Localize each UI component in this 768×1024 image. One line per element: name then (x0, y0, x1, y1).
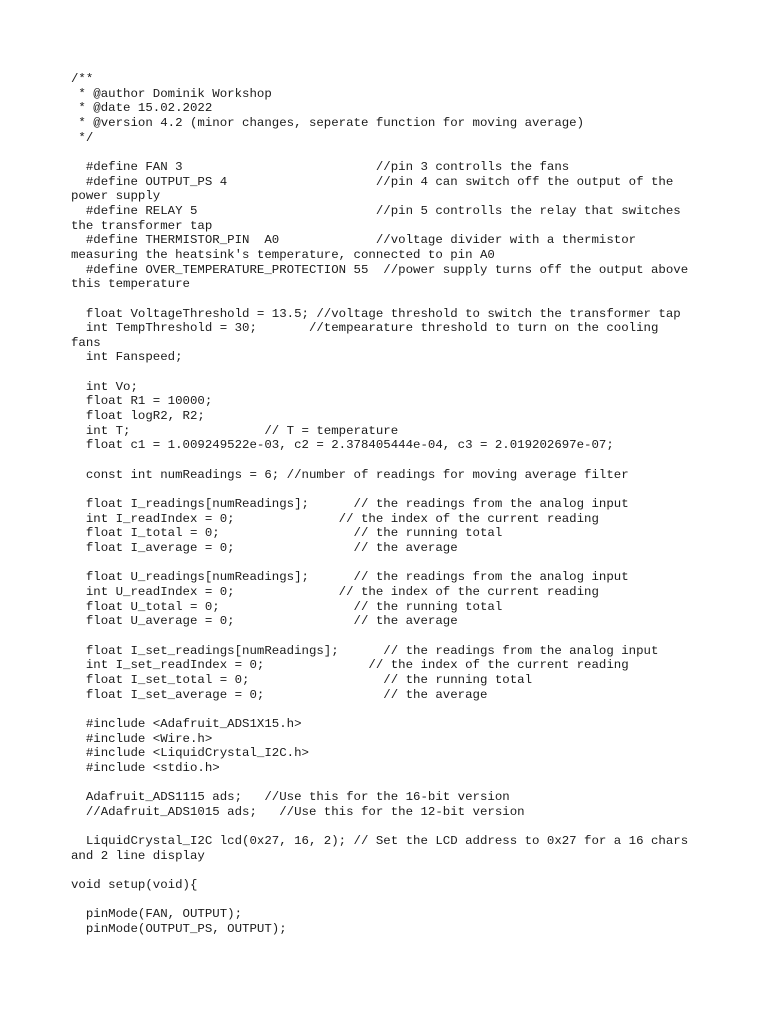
code-line: int Fanspeed; (71, 350, 183, 365)
code-line: and 2 line display (71, 848, 205, 863)
code-line: float U_average = 0; // the average (71, 614, 458, 629)
code-line: measuring the heatsink's temperature, connected to pin A0 (71, 247, 495, 262)
code-line: the transformer tap (71, 218, 213, 233)
code-line: power supply (71, 189, 161, 204)
code-line: * @date 15.02.2022 (71, 101, 213, 116)
code-line: float U_readings[numReadings]; // the readings from the analog input (71, 570, 629, 585)
code-line: int I_readIndex = 0; // the index of the current reading (71, 511, 599, 526)
code-line: void setup(void){ (71, 878, 198, 893)
code-line: int I_set_readIndex = 0; // the index of the current reading (71, 658, 629, 673)
code-line: float I_set_readings[numReadings]; // the readings from the analog input (71, 643, 659, 658)
code-line: float c1 = 1.009249522e-03, c2 = 2.378405444e-04, c3 = 2.019202697e-07; (71, 438, 614, 453)
code-line: float I_set_total = 0; // the running total (71, 672, 533, 687)
code-line: Adafruit_ADS1115 ads; //Use this for the 16-bit version (71, 790, 510, 805)
code-line: float VoltageThreshold = 13.5; //voltage threshold to switch the transformer tap (71, 306, 681, 321)
code-line (71, 365, 731, 380)
code-line (71, 292, 731, 307)
code-line: int T; // T = temperature (71, 423, 399, 438)
code-line (71, 453, 731, 468)
code-line: float logR2, R2; (71, 409, 205, 424)
code-line: #include <stdio.h> (71, 760, 220, 775)
code-line (71, 482, 731, 497)
code-line: //Adafruit_ADS1015 ads; //Use this for the 12-bit version (71, 804, 525, 819)
code-line: float R1 = 10000; (71, 394, 213, 409)
code-line: fans (71, 335, 101, 350)
code-line (71, 819, 731, 834)
code-line: const int numReadings = 6; //number of readings for moving average filter (71, 467, 629, 482)
code-line: float I_total = 0; // the running total (71, 526, 503, 541)
code-line: LiquidCrystal_I2C lcd(0x27, 16, 2); // Set the LCD address to 0x27 for a 16 chars (71, 834, 689, 849)
code-line (71, 863, 731, 878)
code-line (71, 629, 731, 644)
code-line: float I_average = 0; // the average (71, 541, 458, 555)
code-line: float I_set_average = 0; // the average (71, 687, 488, 702)
code-line: #include <Adafruit_ADS1X15.h> (71, 716, 302, 731)
code-line: * @version 4.2 (minor changes, seperate function for moving average) (71, 115, 585, 130)
code-line (71, 702, 731, 717)
code-line (71, 893, 731, 908)
code-line: pinMode(FAN, OUTPUT); (71, 907, 243, 922)
code-line (71, 145, 731, 160)
code-line: #define OVER_TEMPERATURE_PROTECTION 55 //power supply turns off the output above (71, 262, 689, 277)
code-line: int U_readIndex = 0; // the index of the current reading (71, 584, 599, 599)
code-line: float U_total = 0; // the running total (71, 599, 503, 614)
code-line: pinMode(OUTPUT_PS, OUTPUT); (71, 922, 287, 937)
code-line: #define RELAY 5 //pin 5 controlls the relay that switches (71, 203, 681, 218)
code-line: /** (71, 72, 94, 86)
code-line: float I_readings[numReadings]; // the readings from the analog input (71, 497, 629, 512)
code-line: int TempThreshold = 30; //tempearature threshold to turn on the cooling (71, 321, 659, 336)
code-line: */ (71, 130, 94, 145)
code-line: #define THERMISTOR_PIN A0 //voltage divider with a thermistor (71, 233, 637, 248)
code-line: * @author Dominik Workshop (71, 86, 272, 101)
code-line: int Vo; (71, 379, 138, 394)
code-line: #define OUTPUT_PS 4 //pin 4 can switch off the output of the (71, 174, 674, 189)
code-line (71, 556, 731, 571)
code-line (71, 776, 731, 791)
code-line: #include <Wire.h> (71, 731, 213, 746)
code-line: this temperature (71, 277, 190, 292)
code-line: #define FAN 3 //pin 3 controlls the fans (71, 159, 570, 174)
source-code-listing (71, 72, 731, 937)
code-line: #include <LiquidCrystal_I2C.h> (71, 746, 309, 761)
